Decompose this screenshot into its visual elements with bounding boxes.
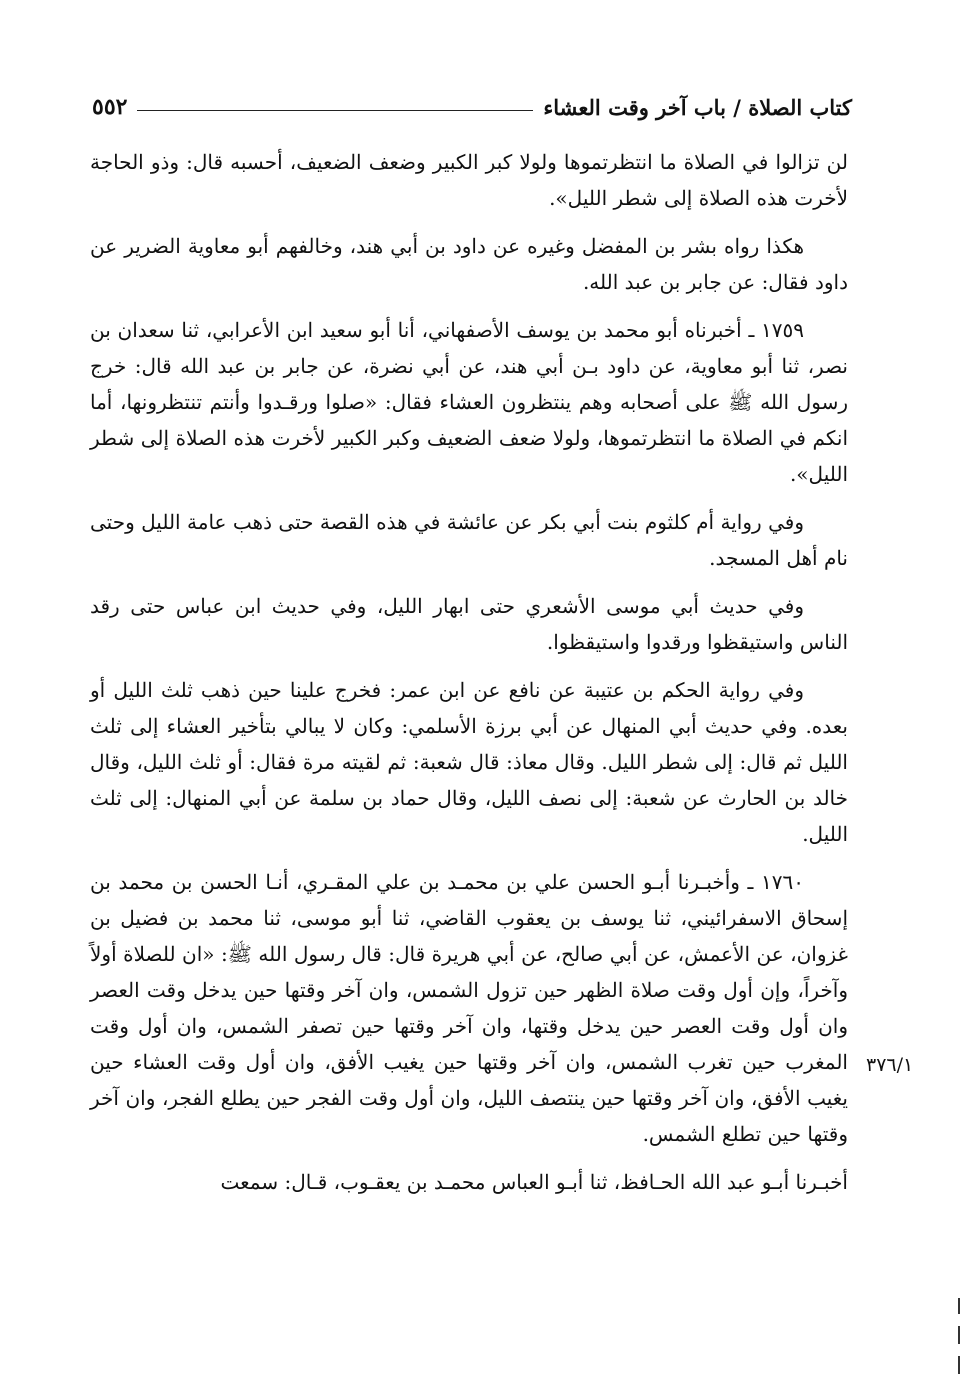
paragraph-hadith-1760: ١٧٦٠ ـ وأخبـرنا أبـو الحسن علي بن محمـد بن علي المقـري، أنـا الحسن بن محمد بن إسحاق الاسفرائيني، ثنا يوسف بن يعقوب القاضي، ثنا أبو موسى، ثنا محمد بن فضيل بن غزوان، عن الأعمش، عن أبي صالح، عن أبي هريرة قال: قال رسول الله ﷺ: «ان للصلاة أولاً وآخراً، وإن أول وقت صلاة الظهر حين تزول الشمس، وان آخر وقتها حين يدخل وقت العصر وان أول وقت العصر حين يدخل وقتها، وان آخر وقتها حين تصفر الشمس، وان أول وقت المغرب حين تغرب الشمس، وان آخر وقتها حين يغيب الأفق، وان أول وقت العشاء حين يغيب الأفق، وان آخر وقتها حين ينتصف الليل، وان أول وقت الفجر حين يطلع الفجر، وان آخر وقتها حين تطلع الشمس. <box>90 870 848 1146</box>
paragraph-abu-musa: وفي حديث أبي موسى الأشعري حتى ابهار الليل، وفي حديث ابن عباس حتى رقد الناس واستيقظوا ورقدوا واستيقظوا. <box>90 594 848 654</box>
margin-reference: ٣٧٦/١ <box>866 1054 914 1076</box>
scan-edge-mark <box>958 1298 960 1314</box>
page-body <box>90 144 848 1212</box>
paragraph-narration-note: هكذا رواه بشر بن المفضل وغيره عن داود بن أبي هند، وخالفهم أبو معاوية الضرير عن داود فقال: عن جابر بن عبد الله. <box>90 234 848 294</box>
paragraph-hakam: وفي رواية الحكم بن عتيبة عن نافع عن ابن عمر: فخرج علينا حين ذهب ثلث الليل أو بعده. وفي حديث أبي المنهال عن أبي برزة الأسلمي: وكان لا يبالي بتأخير العشاء إلى ثلث الليل ثم قال: إلى شطر الليل. وقال معاذ: قال شعبة: ثم لقيته مرة فقال: أو ثلث الليل، وقال خالد بن الحارث عن شعبة: إلى نصف الليل، وقال حماد بن سلمة عن أبي المنهال: إلى ثلث الليل. <box>90 678 848 846</box>
running-title: كتاب الصلاة / باب آخر وقت العشاء <box>543 95 852 120</box>
scan-edge-mark <box>958 1326 960 1344</box>
paragraph-umm-kulthum: وفي رواية أم كلثوم بنت أبي بكر عن عائشة في هذه القصة حتى ذهب عامة الليل وحتى نام أهل المسجد. <box>90 510 848 570</box>
header-rule <box>137 110 533 111</box>
scan-edge-mark <box>958 1356 960 1374</box>
page-number: ٥٥٢ <box>92 94 128 120</box>
paragraph-final: أخبـرنا أبـو عبد الله الحـافظ، ثنا أبـو العباس محمـد بن يعقـوب، قـال: سمعت <box>220 1170 848 1194</box>
paragraph-hadith-1759: ١٧٥٩ ـ أخبرناه أبو محمد بن يوسف الأصفهاني، أنا أبو سعيد ابن الأعرابي، ثنا سعدان بن نصر، ثنا أبو معاوية، عن داود بـن أبي هند، عن أبي نضرة، عن جابر بن عبد الله قال: خرج رسول الله ﷺ على أصحابه وهم ينتظرون العشاء فقال: «صلوا ورقـدوا وأنتم تنتظرونها، أما انكم في الصلاة ما انتظرتموها، ولولا ضعف الضعيف وكبر الكبير لأخرت هذه الصلاة إلى شطر الليل». <box>90 318 848 486</box>
paragraph-continuation: لن تزالوا في الصلاة ما انتظرتموها ولولا كبر الكبير وضعف الضعيف، أحسبه قال: وذو الحاجة لأخرت هذه الصلاة إلى شطر الليل». <box>90 150 848 210</box>
running-header <box>92 84 852 118</box>
